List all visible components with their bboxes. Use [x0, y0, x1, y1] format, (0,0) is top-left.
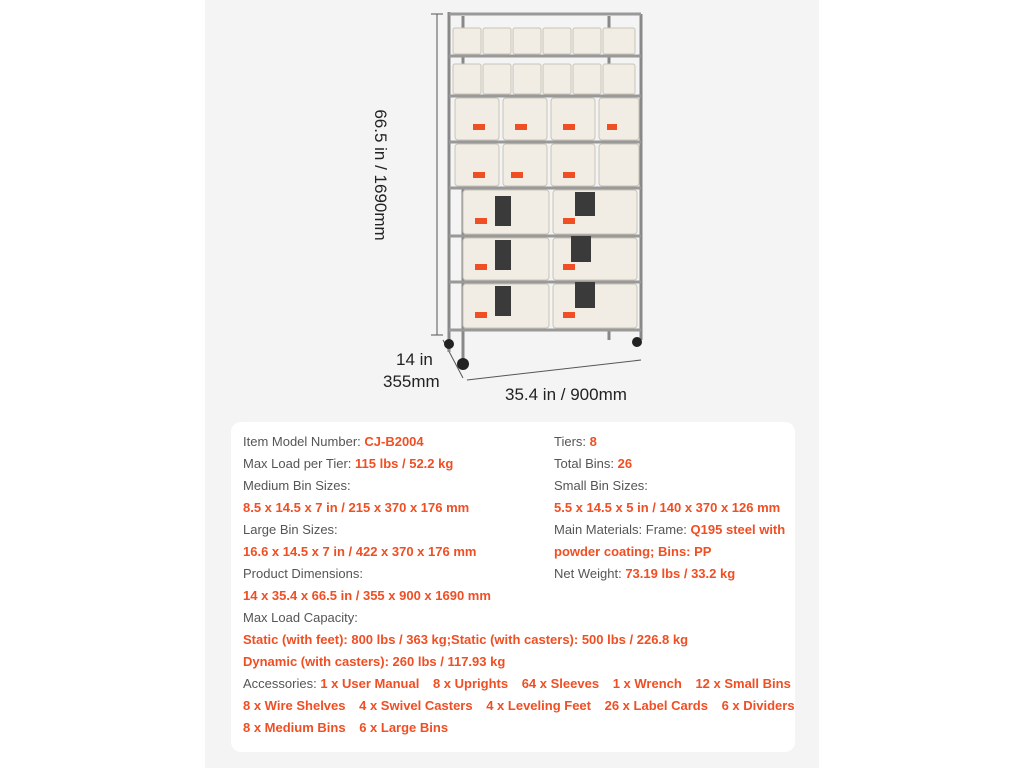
- spec-max-load-tier: Max Load per Tier: 115 lbs / 52.2 kg: [243, 456, 454, 471]
- spec-max-capacity-label: Max Load Capacity:: [243, 610, 358, 625]
- accessory-item: 4 x Swivel Casters: [359, 698, 473, 713]
- spec-max-capacity-static: Static (with feet): 800 lbs / 363 kg;Static (with casters): 500 lbs / 226.8 kg: [243, 632, 689, 647]
- spec-small-bin-label: Small Bin Sizes:: [554, 478, 648, 493]
- depth-dimension-inches: 14 in: [396, 350, 433, 369]
- spec-model: Item Model Number: CJ-B2004: [243, 434, 424, 449]
- accessories-row-3: [243, 719, 448, 737]
- accessory-item: 4 x Leveling Feet: [486, 698, 591, 713]
- accessory-item: 1 x User Manual: [320, 676, 420, 691]
- spec-product-dim-label: Product Dimensions:: [243, 566, 363, 581]
- spec-small-bin-value: 5.5 x 14.5 x 5 in / 140 x 370 x 126 mm: [554, 500, 781, 515]
- accessory-item: 1 x Wrench: [612, 676, 682, 691]
- accessory-item: 6 x Large Bins: [359, 720, 449, 735]
- shelf-unit: [444, 12, 642, 370]
- accessory-item: 8 x Wire Shelves: [243, 698, 346, 713]
- width-dimension-label: 35.4 in / 900mm: [505, 385, 627, 404]
- height-dimension-label: 66.5 in / 1690mm: [371, 109, 390, 241]
- spec-max-capacity-dynamic: Dynamic (with casters): 260 lbs / 117.93 kg: [243, 654, 506, 669]
- product-panel: [205, 0, 819, 768]
- shelf-illustration: [205, 0, 819, 420]
- spec-total-bins: Total Bins: 26: [554, 456, 633, 471]
- accessory-item: 12 x Small Bins: [695, 676, 791, 691]
- accessories-row-1: Accessories: 1 x User Manual 8 x Uprights 64 x Sleeves 1 x Wrench 12 x Small Bins: [243, 676, 791, 691]
- accessory-item: 26 x Label Cards: [604, 698, 708, 713]
- spec-large-bin-label: Large Bin Sizes:: [243, 522, 338, 537]
- spec-materials-cont: powder coating; Bins: PP: [554, 544, 712, 559]
- accessories-row-2: [243, 697, 795, 715]
- accessory-item: 8 x Medium Bins: [243, 720, 346, 735]
- spec-product-dim-value: 14 x 35.4 x 66.5 in / 355 x 900 x 1690 mm: [243, 588, 491, 603]
- accessory-item: 64 x Sleeves: [521, 676, 600, 691]
- spec-medium-bin-label: Medium Bin Sizes:: [243, 478, 351, 493]
- spec-medium-bin-value: 8.5 x 14.5 x 7 in / 215 x 370 x 176 mm: [243, 500, 470, 515]
- accessory-item: 8 x Uprights: [432, 676, 509, 691]
- accessory-item: 6 x Dividers: [721, 698, 795, 713]
- spec-tiers: Tiers: 8: [554, 434, 597, 449]
- spec-net-weight: Net Weight: 73.19 lbs / 33.2 kg: [554, 566, 736, 581]
- spec-large-bin-value: 16.6 x 14.5 x 7 in / 422 x 370 x 176 mm: [243, 544, 477, 559]
- depth-dimension-mm: 355mm: [383, 372, 440, 391]
- spec-materials: Main Materials: Frame: Q195 steel with: [554, 522, 786, 537]
- product-figure: [205, 0, 819, 420]
- spec-card: [231, 422, 795, 752]
